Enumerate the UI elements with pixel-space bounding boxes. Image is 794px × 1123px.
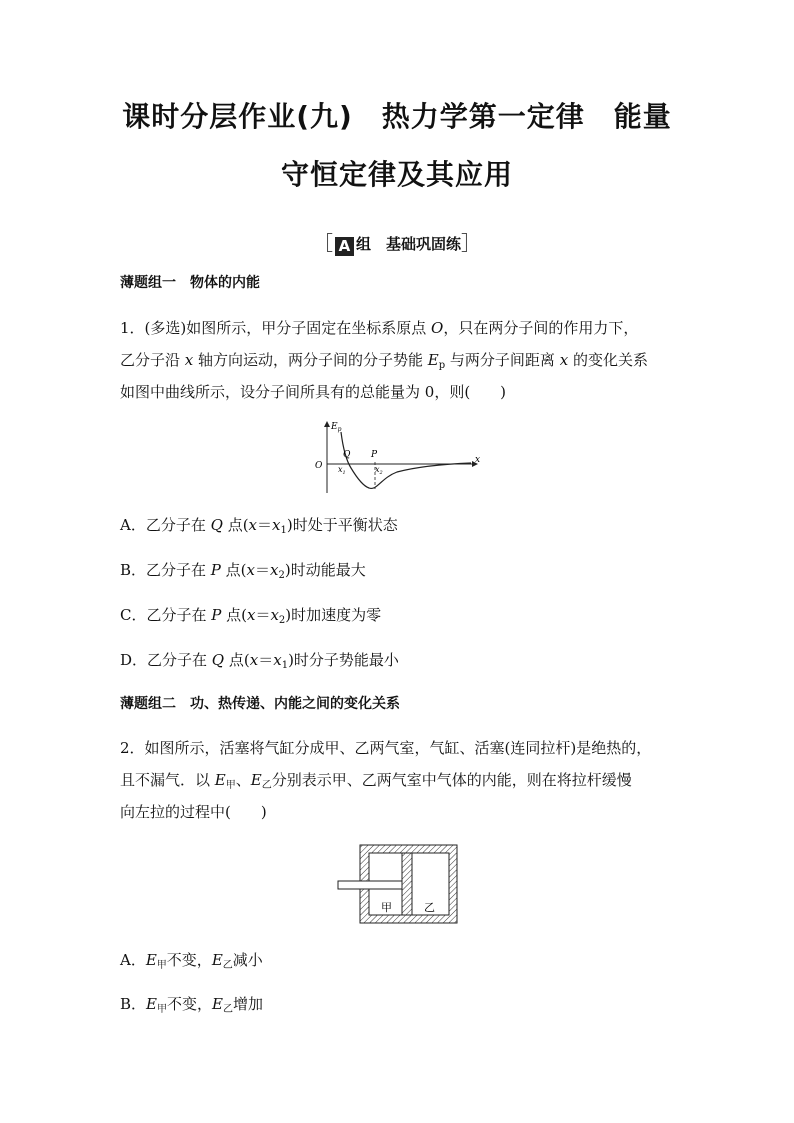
section-title: 组 基础巩固练: [355, 235, 461, 253]
q2-option-b[interactable]: B．$E_甲$不变，$E_乙$增加: [120, 995, 263, 1015]
q-point-label: Q: [343, 450, 351, 460]
q1-option-d[interactable]: D．乙分子在 Q 点$(x=x_1)$时分子势能最小: [120, 651, 399, 671]
x1-label: $x_1$: [338, 465, 346, 476]
q1-stem-line-3: 如图中曲线所示，设分子间所具有的总能量为 0，则( ): [120, 383, 507, 401]
q1-option-a[interactable]: A．乙分子在 Q 点$(x=x_1)$时处于平衡状态: [120, 516, 398, 536]
x2-label: $x_2$: [375, 465, 383, 476]
group-heading-1: 薄题组一 物体的内能: [120, 275, 260, 291]
q1-stem-line-2: 乙分子沿 x 轴方向运动，两分子间的分子势能 $E_p$ 与两分子间距离 x 的变化关系: [120, 351, 648, 371]
q2-stem-line-1: 2．如图所示，活塞将气缸分成甲、乙两气室，气缸、活塞(连同拉杆)是绝热的，: [120, 739, 652, 757]
q1-option-b[interactable]: B．乙分子在 P 点$(x=x_2)$时动能最大: [120, 561, 366, 581]
cylinder-piston-figure: [336, 843, 460, 925]
q1-stem-line-1: 1．(多选)如图所示，甲分子固定在坐标系原点 O，只在两分子间的作用力下，: [120, 319, 639, 337]
q2-stem-line-3: 向左拉的过程中( ): [120, 803, 267, 821]
p-point-label: P: [371, 450, 378, 460]
chamber-jia-label: 甲: [381, 901, 392, 914]
potential-energy-graph: [305, 418, 490, 498]
q2-option-a[interactable]: A．$E_甲$不变，$E_乙$减小: [120, 951, 263, 971]
page-title-line-1: 课时分层作业(九) 热力学第一定律 能量: [122, 100, 672, 133]
x-axis-label: x: [475, 455, 481, 465]
section-heading: ［ A 组 基础巩固练］: [312, 231, 481, 255]
chamber-yi-label: 乙: [424, 901, 435, 914]
piston: [402, 853, 412, 915]
potential-energy-curve: [341, 432, 471, 488]
q2-stem-line-2: 且不漏气．以 $E_甲$、$E_乙$分别表示甲、乙两气室中气体的内能，则在将拉杆缓慢: [120, 771, 632, 791]
y-axis-label: $E_p$: [331, 422, 342, 433]
section-letter-badge: A: [335, 237, 354, 256]
pull-rod: [338, 881, 402, 889]
group-heading-2: 薄题组二 功、热传递、内能之间的变化关系: [120, 696, 400, 712]
page-title-line-2: 守恒定律及其应用: [280, 158, 513, 191]
origin-label: O: [315, 461, 323, 471]
q1-option-c[interactable]: C．乙分子在 P 点$(x=x_2)$时加速度为零: [120, 606, 382, 626]
